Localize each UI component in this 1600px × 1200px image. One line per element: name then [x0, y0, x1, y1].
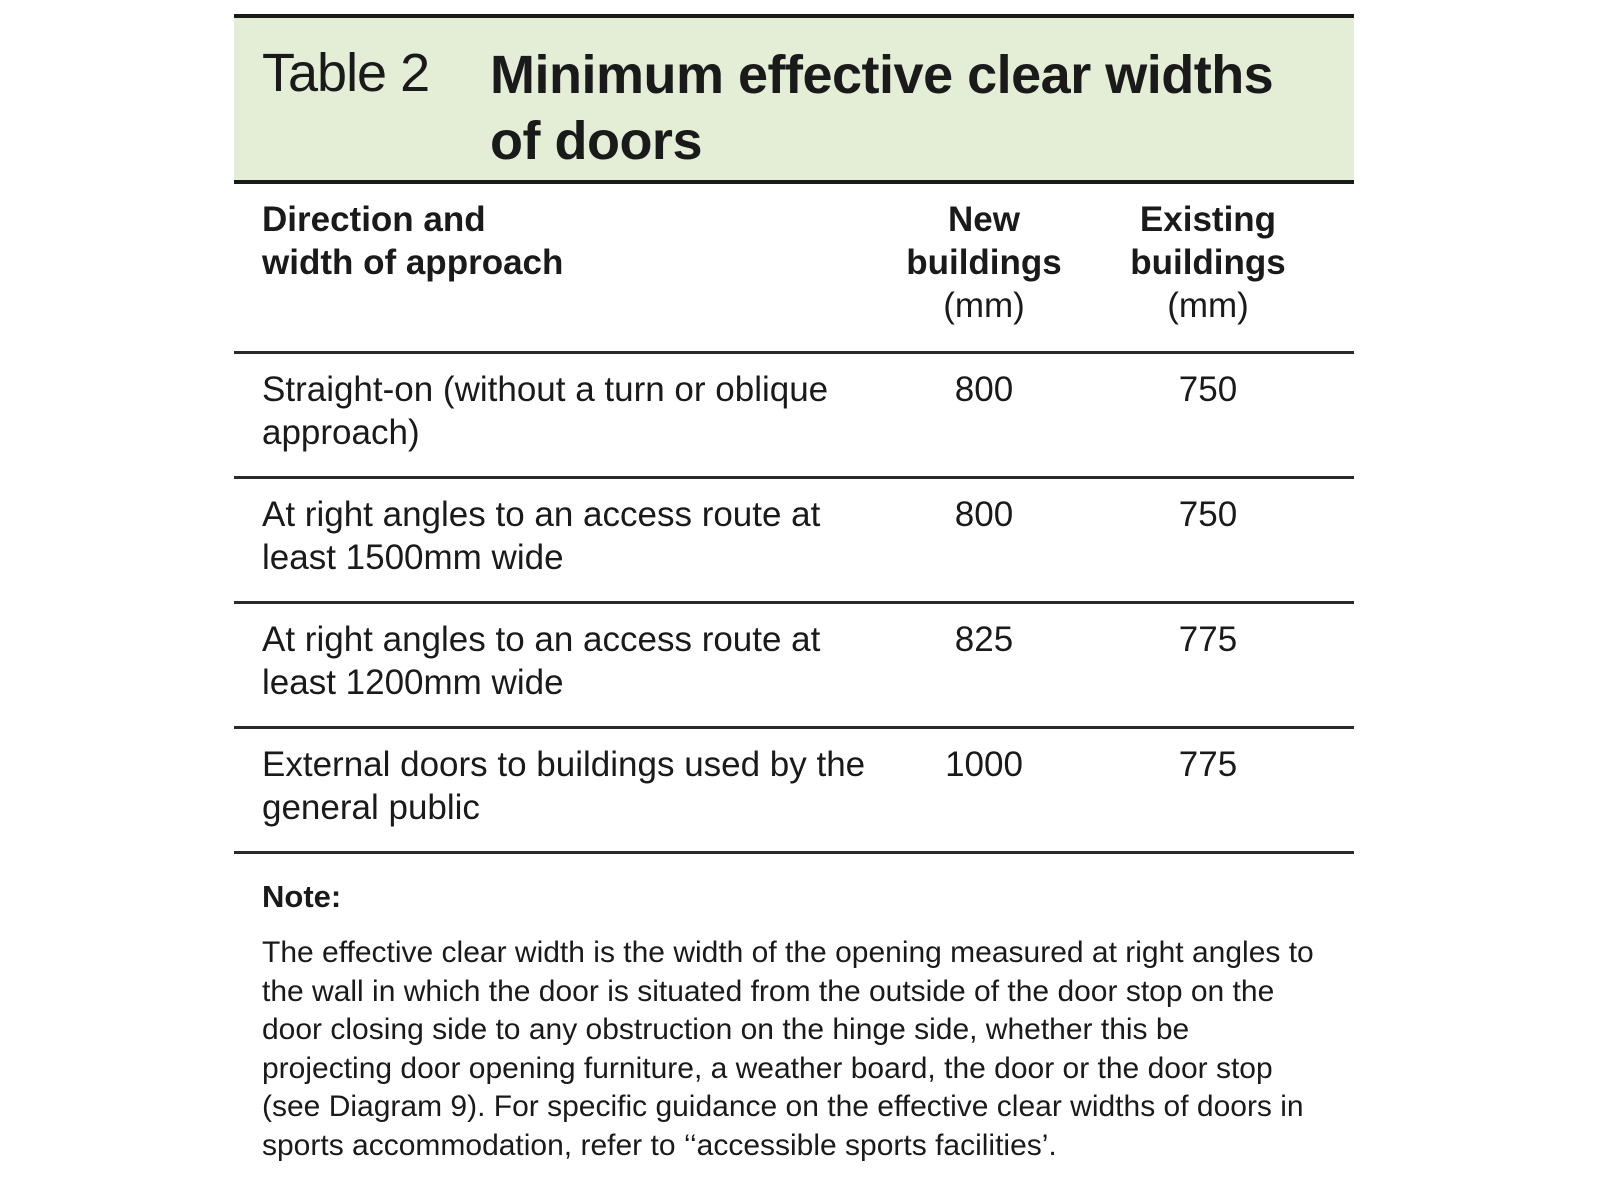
header-existing-unit: (mm): [1167, 286, 1249, 325]
table-header-row: [234, 184, 1354, 354]
header-existing-buildings: [1118, 198, 1298, 327]
note-body: The effective clear width is the width of the opening measured at right angles to the wall in which the door is situated from the outside of the door stop on the door closing side to any obstruction on the hinge side, whether this be projecting door opening furniture, a weather board, the door or the door stop (see Diagram 9). For specific guidance on the effective clear widths of doors in sports accommodation, refer to ‘‘accessible sports facilities’.: [262, 936, 1314, 1162]
row-direction: At right angles to an access route at least 1200mm wide: [262, 620, 821, 702]
header-existing-line2: buildings: [1130, 243, 1286, 282]
row-direction: External doors to buildings used by the general public: [262, 745, 866, 827]
header-existing-line1: Existing: [1139, 200, 1277, 239]
row-new-width: 800: [954, 495, 1014, 534]
table-label: Table 2: [262, 43, 430, 103]
row-existing-width: 775: [1178, 620, 1238, 659]
header-new-line1: New: [948, 200, 1020, 239]
table-row: [234, 479, 1354, 604]
header-direction: [262, 198, 882, 284]
header-new-line2: buildings: [906, 243, 1062, 282]
row-direction: At right angles to an access route at least 1500mm wide: [262, 495, 821, 577]
row-new-width: 1000: [945, 745, 1023, 784]
door-width-table: [234, 14, 1354, 854]
row-existing-width: 750: [1178, 495, 1238, 534]
table-row: [234, 354, 1354, 479]
header-new-buildings: [894, 198, 1074, 327]
row-new-width: 800: [954, 370, 1014, 409]
table-title-band: [234, 14, 1354, 184]
row-existing-width: 775: [1178, 745, 1238, 784]
table-note: [262, 878, 1322, 1165]
header-new-unit: (mm): [943, 286, 1025, 325]
row-existing-width: 750: [1178, 370, 1238, 409]
row-direction: Straight-on (without a turn or oblique approach): [262, 370, 829, 452]
table-title: Minimum effective clear widths of doors: [490, 45, 1274, 171]
row-new-width: 825: [954, 620, 1014, 659]
note-title: Note:: [262, 879, 342, 914]
header-direction-line2: width of approach: [262, 243, 564, 282]
table-row: [234, 729, 1354, 854]
header-direction-line1: Direction and: [262, 200, 486, 239]
table-row: [234, 604, 1354, 729]
